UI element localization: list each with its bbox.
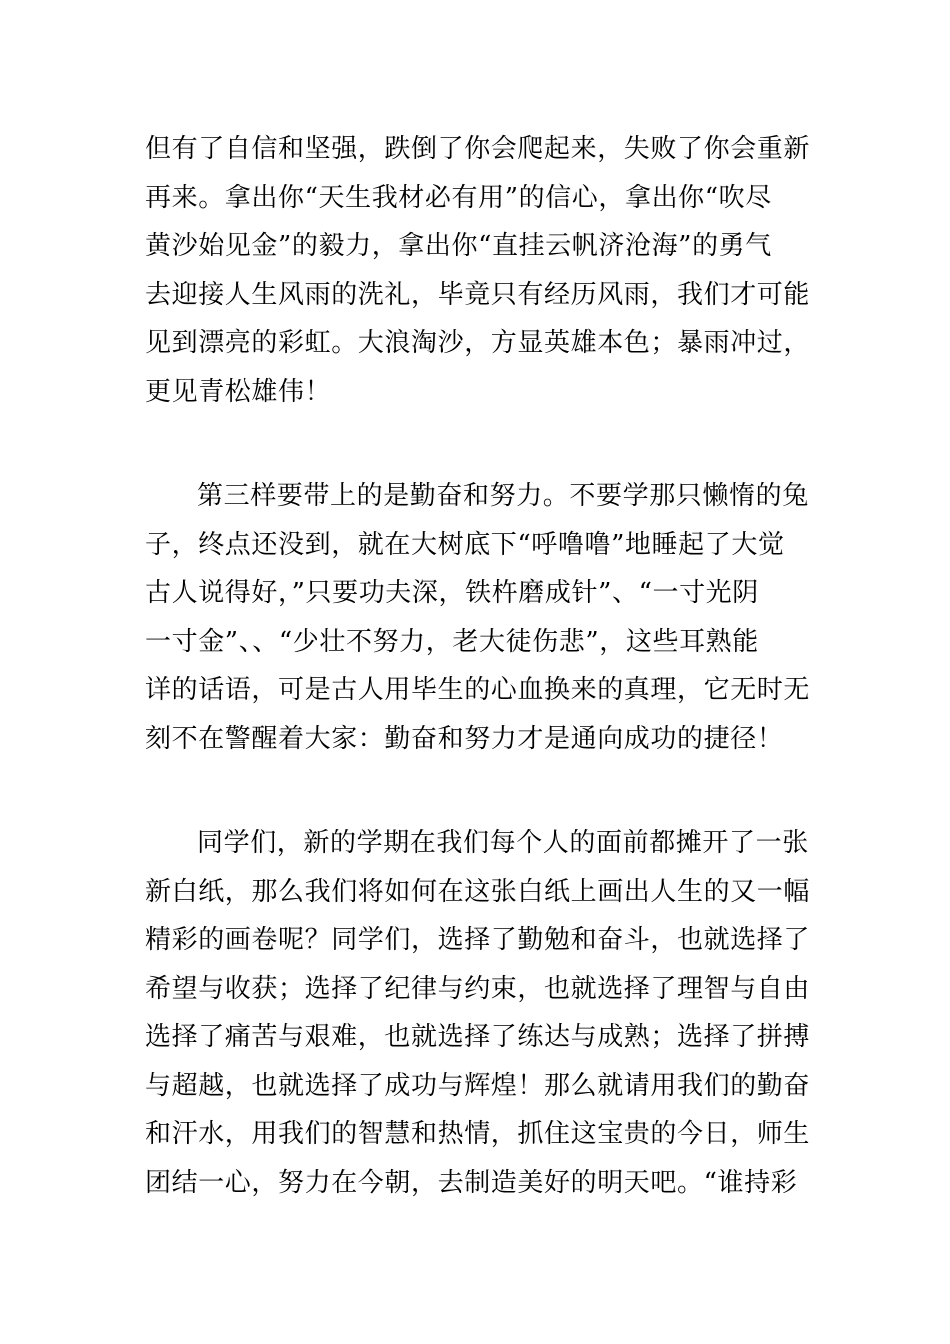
text-line: 精彩的画卷呢？同学们，选择了勤勉和奋斗，也就选择了 — [145, 925, 811, 955]
text-line: 详的话语，可是古人用毕生的心血换来的真理，它无时无 — [145, 675, 811, 705]
paragraph-3 — [145, 819, 815, 1207]
text-line: 古人说得好，”只要功夫深，铁杵磨成针”、“一寸光阴 — [145, 578, 759, 608]
text-line: 第三样要带上的是勤奋和努力。不要学那只懒惰的兔 — [197, 481, 809, 511]
text-line: 团结一心，努力在今朝，去制造美好的明天吧。“谁持彩 — [145, 1167, 798, 1198]
text-line: 同学们，新的学期在我们每个人的面前都摊开了一张 — [197, 828, 809, 858]
text-line: 见到漂亮的彩虹。大浪淘沙，方显英雄本色；暴雨冲过， — [145, 328, 811, 358]
text-line: 黄沙始见金”的毅力，拿出你“直挂云帆济沧海”的勇气 — [145, 231, 772, 261]
paragraph-2 — [145, 472, 815, 763]
text-line: 选择了痛苦与艰难，也就选择了练达与成熟；选择了拼搏 — [145, 1022, 811, 1052]
text-line: 刻不在警醒着大家：勤奋和努力才是通向成功的捷径！ — [145, 723, 784, 754]
text-line: 去迎接人生风雨的洗礼，毕竟只有经历风雨，我们才可能 — [145, 279, 811, 310]
paragraph-1 — [145, 125, 815, 416]
text-line: 子，终点还没到，就在大树底下“呼噜噜”地睡起了大觉 — [145, 529, 785, 560]
text-line: 和汗水，用我们的智慧和热情，抓住这宝贵的今日，师生 — [145, 1119, 811, 1149]
text-line: 新白纸，那么我们将如何在这张白纸上画出人生的又一幅 — [145, 876, 811, 907]
text-line: 再来。拿出你“天生我材必有用”的信心，拿出你“吹尽 — [145, 182, 772, 213]
text-line: 一寸金”、、“少壮不努力，老大徒伤悲”，这些耳熟能 — [145, 626, 759, 657]
text-line: 与超越，也就选择了成功与辉煌！那么就请用我们的勤奋 — [145, 1070, 811, 1101]
text-line: 但有了自信和坚强，跌倒了你会爬起来，失败了你会重新 — [145, 134, 811, 164]
text-line: 更见青松雄伟！ — [145, 376, 332, 407]
text-line: 希望与收获；选择了纪律与约束，也就选择了理智与自由 — [145, 973, 811, 1004]
